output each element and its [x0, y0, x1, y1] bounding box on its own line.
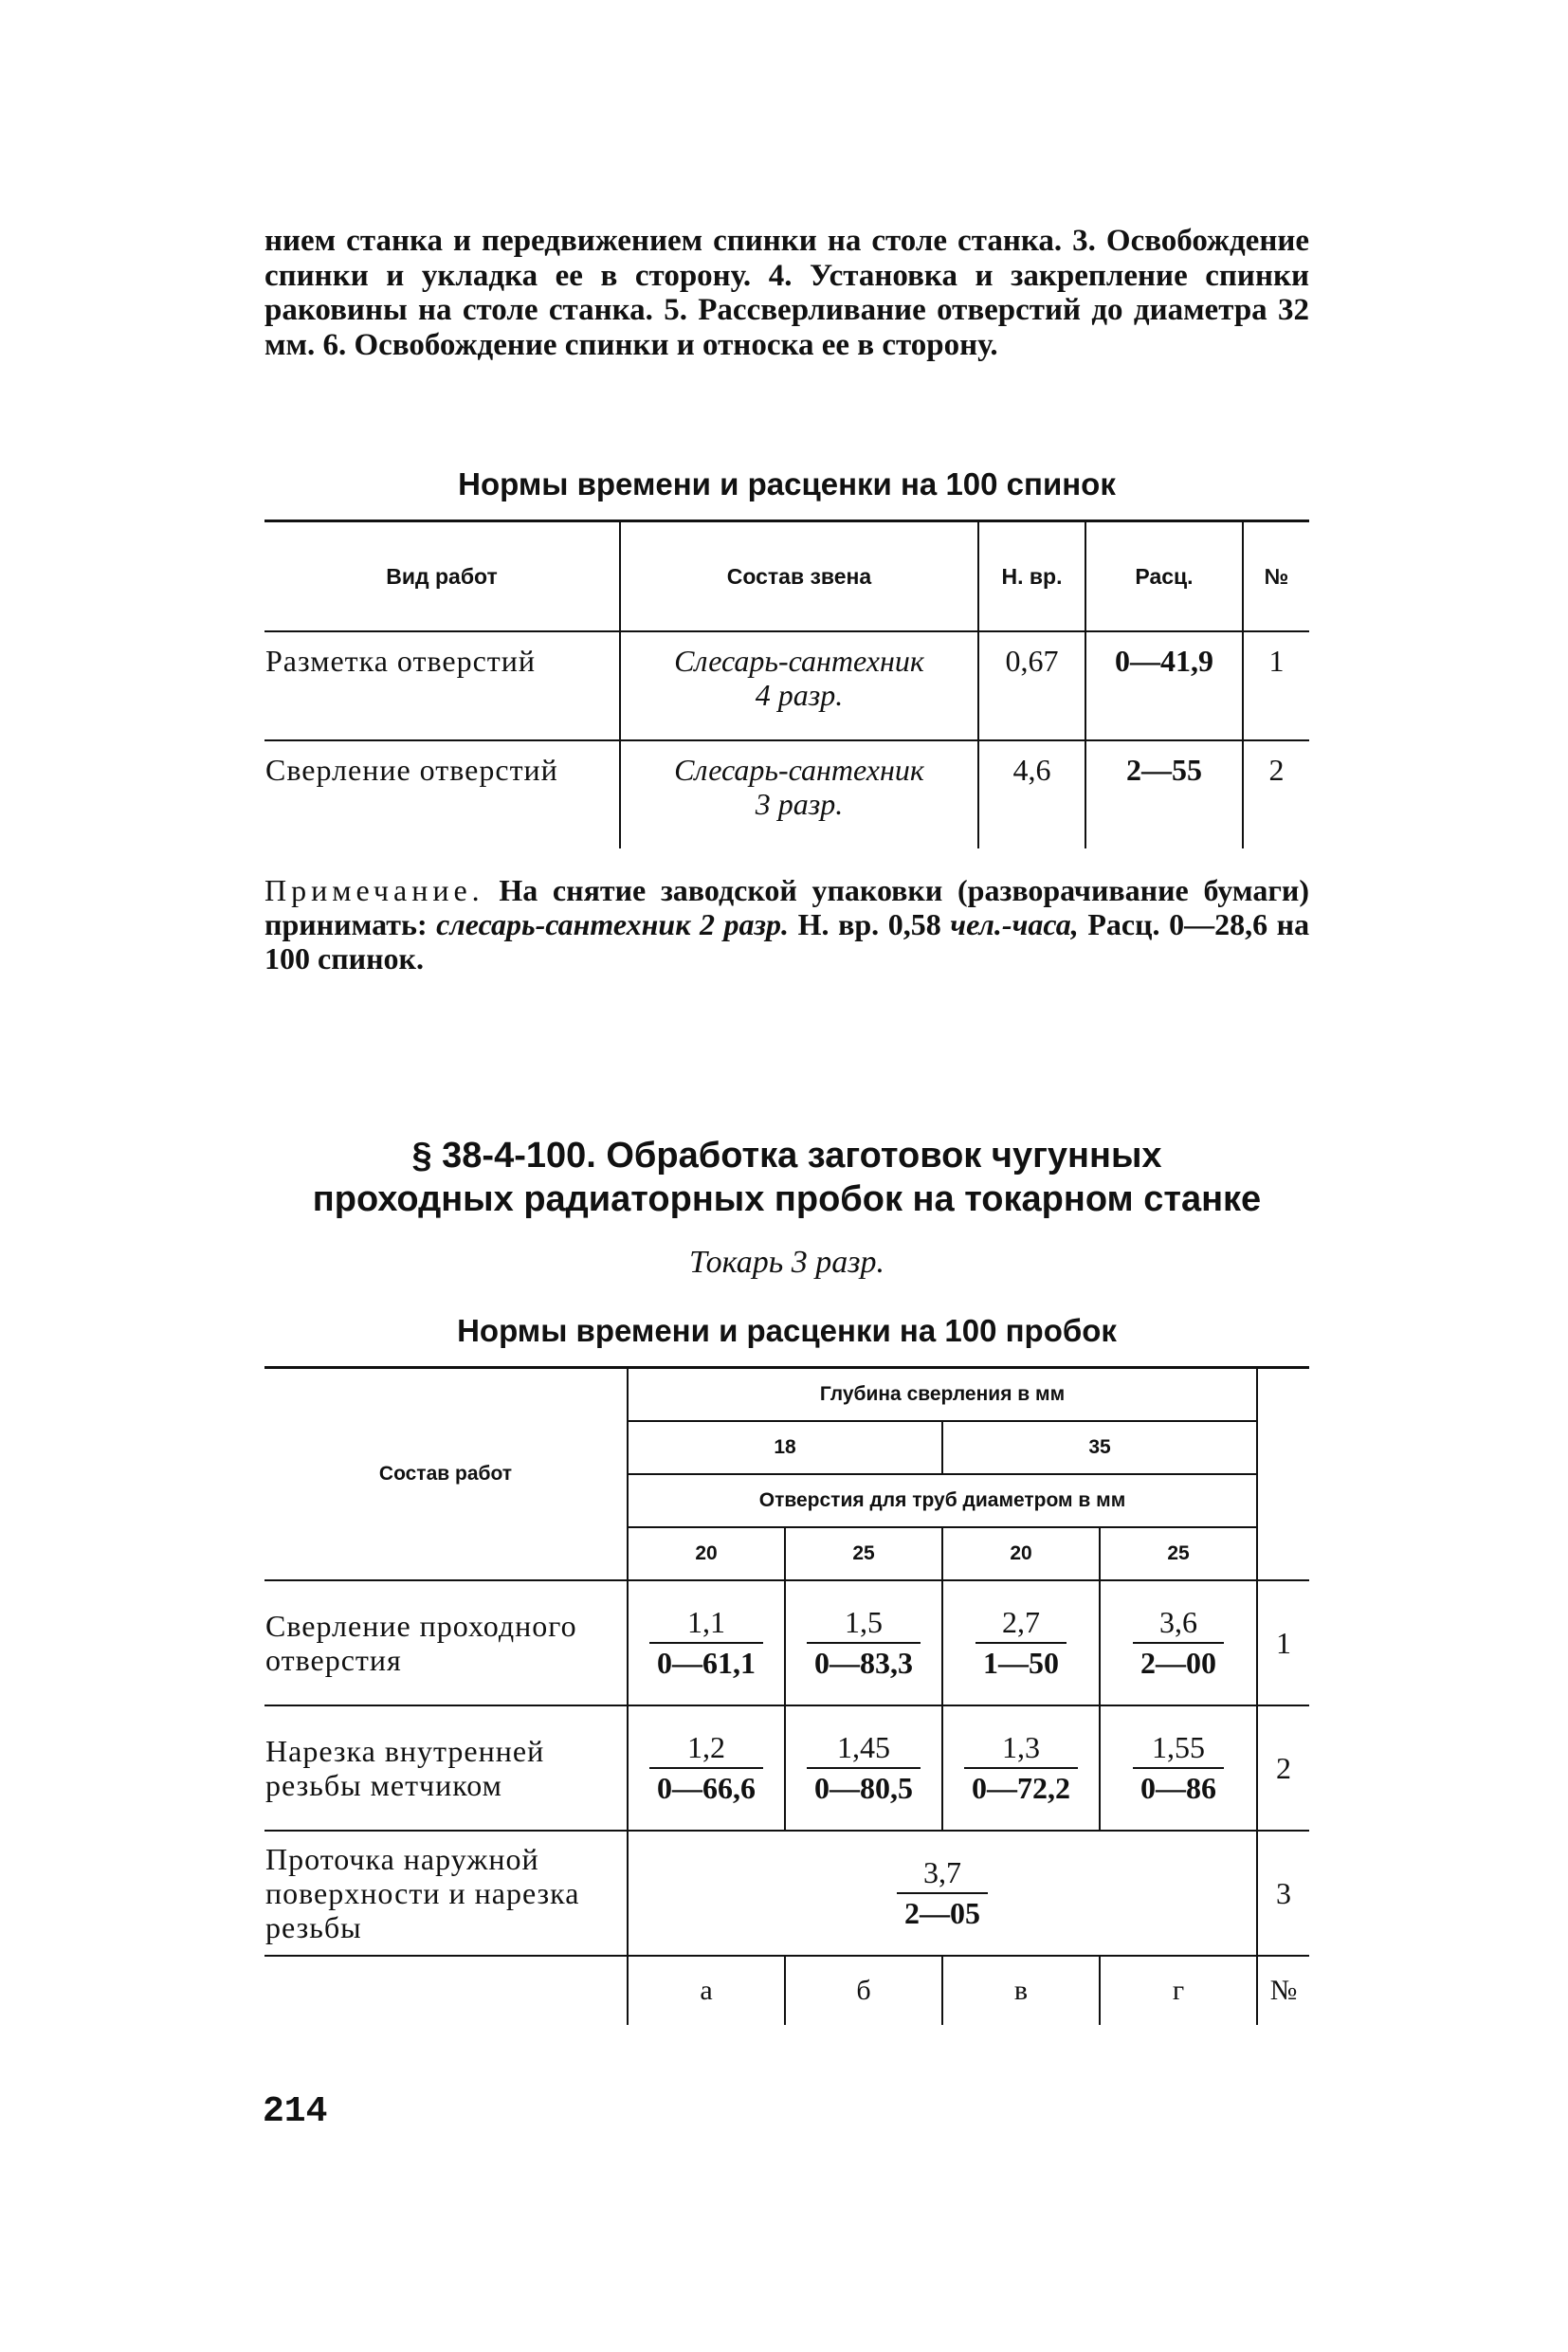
price: 0—41,9 [1085, 631, 1243, 740]
table-row [264, 631, 1309, 740]
header-work-type: Вид работ [264, 521, 620, 632]
norm-fraction: $\frac{2,7}{1—50}$ [975, 1605, 1067, 1681]
operation: Нарезка внутренней резьбы метчиком [264, 1705, 628, 1831]
note-text-after: Расц. 0—28,6 на 100 спинок. [264, 907, 1310, 975]
header-price: Расц. [1085, 521, 1243, 632]
section-title-line1: § 38-4-100. Обработка заготовок чугунных [411, 1136, 1162, 1176]
note-label: Примечание. [264, 873, 484, 907]
header-number-blank [1257, 1368, 1309, 1581]
column-letter: г [1100, 1956, 1257, 2025]
operation: Проточка наружной поверхности и нарезка резьбы [264, 1831, 628, 1956]
price: 2—55 [1085, 740, 1243, 848]
note-unit: чел.-часа, [950, 907, 1079, 941]
operation: Сверление проходного отверстия [264, 1580, 628, 1705]
row-number: 2 [1257, 1705, 1309, 1831]
intro-paragraph: нием станка и передвижением спинки на столе станка. 3. Освобождение спинки и укладка ее в сторону. 4. Установка и закрепление спинки раковины на столе станка. 5. Рассверливание отверстий до диаметра 32 мм. 6. Освобождение спинки и относка ее в сторону. [264, 224, 1309, 362]
norm-fraction: $\frac{1,45}{0—80,5}$ [807, 1730, 921, 1806]
diameter: 20 [942, 1527, 1100, 1580]
depth-35: 35 [942, 1421, 1257, 1474]
depth-18: 18 [628, 1421, 942, 1474]
norm-fraction: $\frac{1,55}{0—86}$ [1133, 1730, 1224, 1806]
note-paragraph [264, 873, 1309, 975]
crew-profession: Слесарь-сантехник [674, 753, 924, 787]
norm-fraction: $\frac{3,6}{2—00}$ [1133, 1605, 1224, 1681]
table-row [264, 1705, 1309, 1831]
norm-fraction: $\frac{3,7}{2—05}$ [897, 1855, 988, 1931]
norm-time: 0,67 [978, 631, 1085, 740]
table1-caption: Нормы времени и расценки на 100 спинок [458, 466, 1116, 501]
header-norm-time: Н. вр. [978, 521, 1085, 632]
section-worker: Токарь 3 разр. [689, 1245, 884, 1280]
header-number: № [1243, 521, 1309, 632]
row-number: 3 [1257, 1831, 1309, 1956]
row-number: 2 [1243, 740, 1309, 848]
header-crew: Состав звена [620, 521, 978, 632]
table-row [264, 1831, 1309, 1956]
note-text-before: На снятие заводской упаковки (разворачивание бумаги) принимать: [264, 873, 1310, 941]
column-letter: в [942, 1956, 1100, 2025]
header-hole-diameter: Отверстия для труб диаметром в мм [628, 1474, 1257, 1527]
work-type: Разметка отверстий [264, 631, 620, 740]
norm-fraction: $\frac{1,5}{0—83,3}$ [807, 1605, 921, 1681]
norm-fraction: $\frac{1,2}{0—66,6}$ [649, 1730, 763, 1806]
norm-time: 4,6 [978, 740, 1085, 848]
work-type: Сверление отверстий [264, 740, 620, 848]
crew-grade: 3 разр. [755, 787, 844, 821]
page-number: 214 [263, 2091, 328, 2132]
column-letter: б [785, 1956, 942, 2025]
column-letters-row [264, 1956, 1309, 2025]
row-number: 1 [1243, 631, 1309, 740]
norms-table-backs [264, 520, 1309, 848]
row-number: 1 [1257, 1580, 1309, 1705]
table2-caption: Нормы времени и расценки на 100 пробок [457, 1313, 1117, 1348]
crew [620, 631, 978, 740]
norm-fraction: $\frac{1,3}{0—72,2}$ [964, 1730, 1078, 1806]
section-title [264, 1134, 1309, 1221]
note-worker: слесарь-сантехник 2 разр. [436, 907, 790, 941]
column-letter: а [628, 1956, 785, 2025]
footer-blank [264, 1956, 628, 2025]
crew-grade: 4 разр. [755, 678, 844, 712]
norms-table-plugs [264, 1366, 1309, 2025]
column-letter-number: № [1257, 1956, 1309, 2025]
section-title-line2: проходных радиаторных пробок на токарном станке [312, 1179, 1262, 1219]
diameter: 25 [1100, 1527, 1257, 1580]
norm-fraction: $\frac{1,1}{0—61,1}$ [649, 1605, 763, 1681]
diameter: 25 [785, 1527, 942, 1580]
table-row [264, 1580, 1309, 1705]
header-drill-depth: Глубина сверления в мм [628, 1368, 1257, 1422]
table-row [264, 740, 1309, 848]
crew [620, 740, 978, 848]
header-operations: Состав работ [264, 1368, 628, 1581]
diameter: 20 [628, 1527, 785, 1580]
crew-profession: Слесарь-сантехник [674, 644, 924, 678]
note-text-mid: Н. вр. 0,58 [797, 907, 941, 941]
